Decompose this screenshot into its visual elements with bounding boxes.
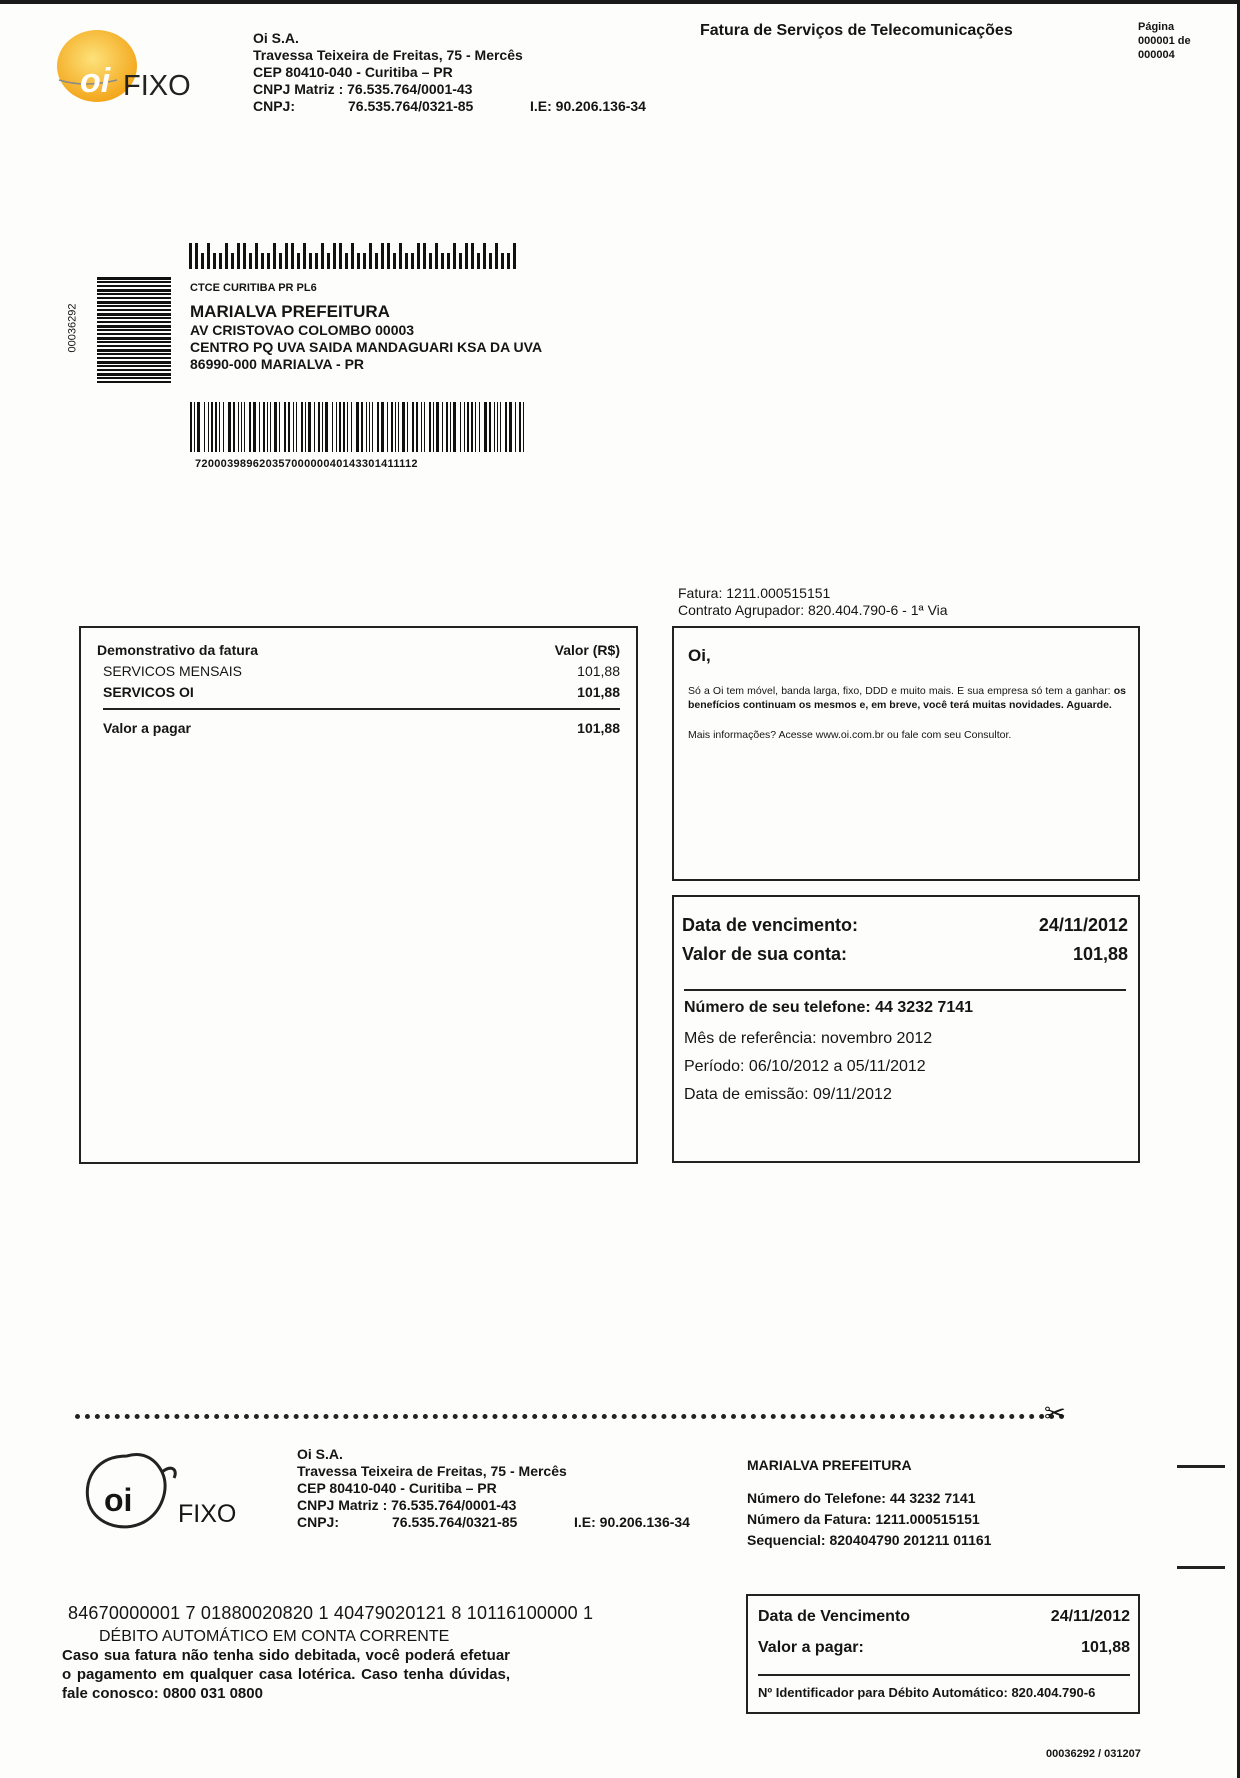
page-total: 000004: [1138, 49, 1175, 61]
due-date-row: [682, 915, 1128, 936]
mailing-barcode-number: 72000398962035700000040143301411112: [195, 458, 418, 470]
payment-code-line: 84670000001 7 01880020820 1 40479020121 8 10116100000 1: [68, 1603, 594, 1623]
mailing-address: [190, 280, 542, 373]
stub-due-value: 24/11/2012: [1050, 1608, 1130, 1625]
stub-pay-value: 101,88: [1081, 1639, 1130, 1656]
side-code: [62, 300, 96, 360]
statement-row-label: SERVICOS MENSAIS: [103, 663, 243, 679]
billing-period: Período: 06/10/2012 a 05/11/2012: [684, 1058, 926, 1075]
logo-oi-text: oi: [80, 62, 111, 100]
company-name: Oi S.A.: [253, 30, 299, 46]
top-edge-line: [0, 0, 1240, 4]
stub-pay-row: [758, 1639, 1130, 1657]
mailing-barcode: [190, 402, 528, 452]
auto-debit-note: Caso sua fatura não tenha sido debitada, você poderá efetuar o pagamento em qualquer casa lotérica. Caso tenha dúvidas, fale conosco: 0800 031 0800: [62, 1647, 510, 1702]
due-box: [672, 895, 1140, 1163]
company-ie: I.E: 90.206.136-34: [530, 98, 646, 114]
stub-address-line2: CEP 80410-040 - Curitiba – PR: [297, 1480, 497, 1496]
statement-header-row: [97, 640, 620, 661]
due-date-label: Data de vencimento:: [682, 915, 859, 935]
stub-invoice-number: Número da Fatura: 1211.000515151: [747, 1511, 980, 1527]
stub-recipient: [747, 1455, 991, 1551]
footer-code: 00036292 / 031207: [1046, 1748, 1141, 1760]
edge-mark-upper: [1177, 1465, 1225, 1468]
company-cnpj-matriz: CNPJ Matriz : 76.535.764/0001-43: [253, 81, 473, 97]
invoice-number: Fatura: 1211.000515151: [678, 585, 831, 601]
address-line1: AV CRISTOVAO COLOMBO 00003: [190, 322, 415, 338]
amount-label: Valor de sua conta:: [682, 944, 848, 964]
statement-row-value: 101,88: [577, 684, 620, 700]
stub-cnpj-row: [297, 1514, 567, 1531]
stub-ie: I.E: 90.206.136-34: [574, 1514, 690, 1530]
payment-box: [746, 1594, 1140, 1714]
statement-row-label: SERVICOS OI: [103, 684, 194, 700]
statement-separator: [103, 708, 620, 710]
edge-mark-lower: [1177, 1566, 1225, 1569]
company-address-line2: CEP 80410-040 - Curitiba – PR: [253, 64, 453, 80]
statement-total-label: Valor a pagar: [103, 720, 191, 736]
message-greeting: Oi,: [688, 646, 711, 665]
message-box: [672, 626, 1140, 881]
stub-company-name: Oi S.A.: [297, 1446, 343, 1462]
oi-fixo-logo: [55, 28, 200, 108]
address-line2: CENTRO PQ UVA SAIDA MANDAGUARI KSA DA UVA: [190, 339, 543, 355]
logo-bottom-oi-text: oi: [104, 1482, 133, 1518]
stub-due-label: Data de Vencimento: [758, 1608, 911, 1625]
statement-value-header: Valor (R$): [554, 642, 620, 658]
stub-phone: Número do Telefone: 44 3232 7141: [747, 1490, 976, 1506]
cnpj-label: CNPJ:: [253, 98, 296, 114]
statement-title: Demonstrativo da fatura: [97, 642, 259, 658]
side-code-text: 00036292: [66, 303, 79, 353]
stub-cnpj-label: CNPJ:: [297, 1514, 340, 1530]
stub-address-line1: Travessa Teixeira de Freitas, 75 - Mercês: [297, 1463, 567, 1479]
statement-total-value: 101,88: [577, 720, 620, 736]
due-separator: [684, 989, 1126, 991]
message-body-plain: Só a Oi tem móvel, banda larga, fixo, DDD e muito mais. E sua empresa só tem a ganhar:: [688, 685, 1114, 697]
auto-debit-title: DÉBITO AUTOMÁTICO EM CONTA CORRENTE: [99, 1628, 450, 1645]
phone-number: Número de seu telefone: 44 3232 7141: [684, 999, 974, 1016]
page-number: 000001 de: [1138, 35, 1191, 47]
statement-row: [97, 661, 620, 682]
statement-total-row: [97, 718, 620, 739]
recipient-name: MARIALVA PREFEITURA: [190, 302, 390, 321]
stub-customer-name: MARIALVA PREFEITURA: [747, 1457, 912, 1473]
page-info: [1138, 20, 1191, 62]
company-address-line1: Travessa Teixeira de Freitas, 75 - Mercês: [253, 47, 523, 63]
oi-fixo-logo-outline: [82, 1448, 252, 1538]
address-line3: 86990-000 MARIALVA - PR: [190, 356, 365, 372]
issue-date: Data de emissão: 09/11/2012: [684, 1086, 892, 1103]
stub-company-info: [297, 1446, 567, 1531]
contract-number: Contrato Agrupador: 820.404.790-6 - 1ª Via: [678, 602, 948, 618]
invoice-info: [678, 585, 948, 619]
logo-bottom-fixo-text: FIXO: [178, 1500, 237, 1528]
page-label: Página: [1138, 21, 1175, 33]
stub-cnpj-value: 76.535.764/0321-85: [392, 1514, 518, 1530]
reference-month: Mês de referência: novembro 2012: [684, 1030, 933, 1047]
scissors-icon: ✂: [1044, 1398, 1066, 1428]
stub-sequence: Sequencial: 820404790 201211 01161: [747, 1532, 992, 1548]
due-date-value: 24/11/2012: [1038, 915, 1128, 935]
company-cnpj-row: [253, 98, 523, 115]
statement-row-value: 101,88: [577, 663, 620, 679]
stub-pay-label: Valor a pagar:: [758, 1639, 864, 1656]
document-title: Fatura de Serviços de Telecomunicações: [700, 22, 1013, 39]
cnpj-value: 76.535.764/0321-85: [348, 98, 474, 114]
amount-row: [682, 944, 1128, 965]
logo-fixo-text: FIXO: [123, 70, 191, 102]
message-body-bold: os benefícios continuam os mesmos e, em breve, você terá muitas novidades. Aguarde.: [688, 685, 1126, 711]
message-body: [688, 684, 1126, 712]
side-stacked-barcode: [97, 277, 171, 385]
stub-cnpj-matriz: CNPJ Matriz : 76.535.764/0001-43: [297, 1497, 517, 1513]
stub-due-row: [758, 1608, 1130, 1626]
company-info: [253, 30, 523, 115]
payment-separator: [758, 1674, 1130, 1676]
statement-row: [97, 682, 620, 703]
statement-box: [79, 626, 638, 1164]
auto-debit-identifier: Nº Identificador para Débito Automático: 820.404.790-6: [758, 1685, 1096, 1700]
message-more-info: Mais informações? Acesse www.oi.com.br ou fale com seu Consultor.: [688, 729, 1012, 741]
cut-line: [75, 1414, 1065, 1419]
distribution-center: CTCE CURITIBA PR PL6: [190, 282, 317, 294]
amount-value: 101,88: [1072, 944, 1128, 964]
statement-table: [97, 640, 620, 739]
postal-barcode: [189, 243, 519, 269]
